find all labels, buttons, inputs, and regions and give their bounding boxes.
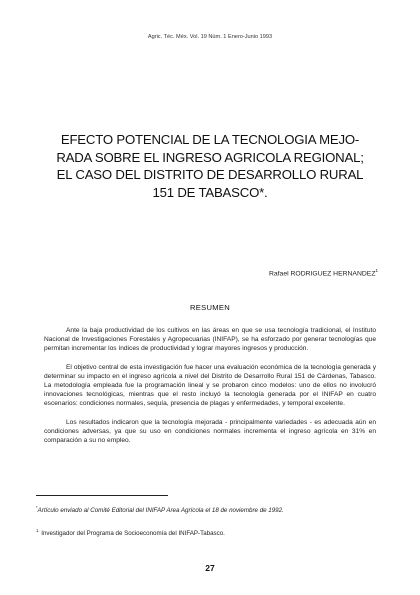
author-line	[269, 268, 378, 277]
title-line-text: 151 DE TABASCO	[152, 184, 260, 200]
author-name: Rafael RODRIGUEZ HERNANDEZ	[268, 270, 376, 278]
footnote-text: Artículo enviado al Comité Editorial del INIFAP Area Agrícola el 18 de noviembre de 1992.	[37, 507, 284, 515]
page-number: 27	[205, 563, 215, 573]
abstract-paragraph: El objetivo central de esta investigación fue hacer una evaluación económica de la tecnología generada y determinar su impacto en el ingreso agrícola a nivel del Distrito de Desarrollo Rural 151 de Cárdenas, Tabasco. La metodología empleada fue la programación lineal y se probaron cinco modelos: uno de ellos no involucró innovaciones tecnológicas, mientras que el resto incluyó la tecnología generada por el INIFAP en cuatro escenarios: condiciones normales, sequía, presencia de plagas y enfermedades, y temporal excelente.	[44, 363, 376, 408]
footnote-divider	[36, 495, 168, 496]
title-line: EL CASO DEL DISTRITO DE DESARROLLO RURAL	[56, 167, 364, 182]
title-line: RADA SOBRE EL INGRESO AGRICOLA REGIONAL;	[56, 149, 364, 165]
footnote-mark: *	[36, 505, 38, 510]
footnote	[36, 528, 386, 537]
abstract-paragraph: Los resultados indicaron que la tecnología mejorada - principalmente variedades - es adecuada aún en condiciones adversas, ya que su uso en condiciones normales incrementa el ingreso agrícola en 31% en comparación a su no empleo.	[44, 418, 376, 445]
title-line: EFECTO POTENCIAL DE LA TECNOLOGIA MEJO-	[60, 132, 360, 147]
footnote-mark: 1.	[36, 528, 40, 533]
running-head: Agric. Téc. Méx. Vol. 19 Núm. 1 Enero-Junio 1993	[147, 34, 273, 40]
footnote	[36, 505, 386, 514]
abstract-heading: RESUMEN	[189, 303, 231, 312]
abstract-body	[44, 326, 376, 454]
title-footnote-mark: *.	[259, 184, 268, 200]
author-footnote-mark: 1	[375, 268, 378, 273]
article-title	[40, 131, 380, 201]
title-line	[40, 184, 380, 202]
footnote-text: Investigador del Programa de Socioeconomía del INIFAP-Tabasco.	[39, 530, 225, 538]
abstract-paragraph: Ante la baja productividad de los cultivos en las áreas en que se usa tecnología tradicional, el Instituto Nacional de Investigaciones Forestales y Agropecuarias (INIFAP), se ha esforzado por generar tecnologías que permitan incrementar los índices de productividad y lograr mayores ingresos y producción.	[44, 327, 376, 353]
